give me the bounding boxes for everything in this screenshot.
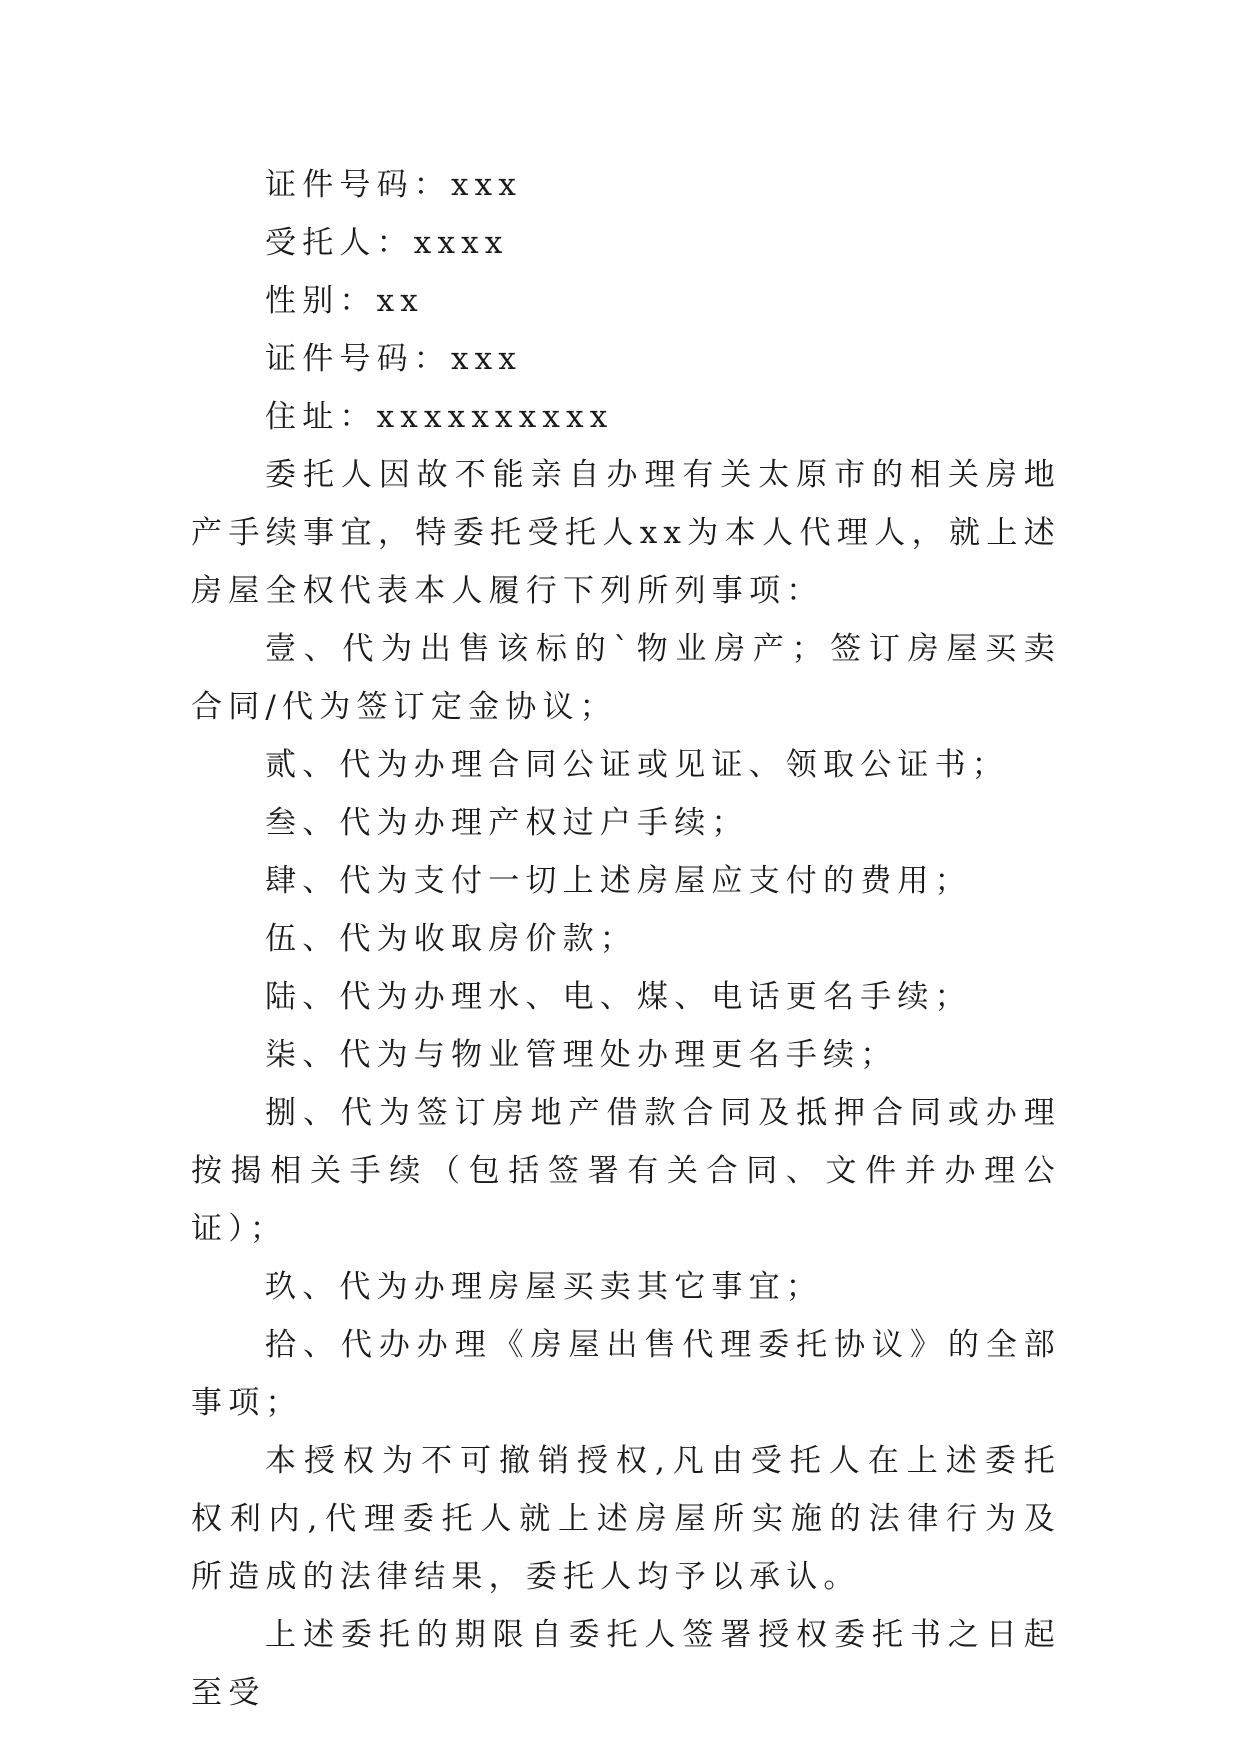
item-9: 玖、代为办理房屋买卖其它事宜； bbox=[265, 1269, 823, 1305]
id-number-line: 证件号码：xxx bbox=[265, 167, 523, 203]
address-line: 住址：xxxxxxxxxx bbox=[265, 399, 614, 435]
item-1: 壹、代为出售该标的`物业房产；签订房屋买卖合同/代为签订定金协议； bbox=[191, 631, 1061, 725]
item-8: 捌、代为签订房地产借款合同及抵押合同或办理按揭相关手续（包括签署有关合同、文件并办理公证）； bbox=[191, 1095, 1061, 1247]
document-body bbox=[191, 156, 1061, 1722]
irrevocable-paragraph: 本授权为不可撤销授权,凡由受托人在上述委托权利内,代理委托人就上述房屋所实施的法律行为及所造成的法律结果，委托人均予以承认。 bbox=[191, 1443, 1061, 1595]
item-5: 伍、代为收取房价款； bbox=[265, 921, 637, 957]
entrustment-paragraph: 委托人因故不能亲自办理有关太原市的相关房地产手续事宜，特委托受托人xx为本人代理人，就上述房屋全权代表本人履行下列所列事项： bbox=[191, 457, 1061, 609]
item-2: 贰、代为办理合同公证或见证、领取公证书； bbox=[265, 747, 1009, 783]
item-7: 柒、代为与物业管理处办理更名手续； bbox=[265, 1037, 898, 1073]
trustee-line: 受托人：xxxx bbox=[265, 225, 509, 261]
item-6: 陆、代为办理水、电、煤、电话更名手续； bbox=[265, 979, 972, 1015]
item-4: 肆、代为支付一切上述房屋应支付的费用； bbox=[265, 863, 972, 899]
trustee-id-number-line: 证件号码：xxx bbox=[265, 341, 523, 377]
gender-line: 性别：xx bbox=[265, 283, 424, 319]
item-10: 拾、代办办理《房屋出售代理委托协议》的全部事项； bbox=[191, 1327, 1061, 1421]
item-3: 叁、代为办理产权过户手续； bbox=[265, 805, 749, 841]
term-paragraph: 上述委托的期限自委托人签署授权委托书之日起至受 bbox=[191, 1617, 1061, 1711]
